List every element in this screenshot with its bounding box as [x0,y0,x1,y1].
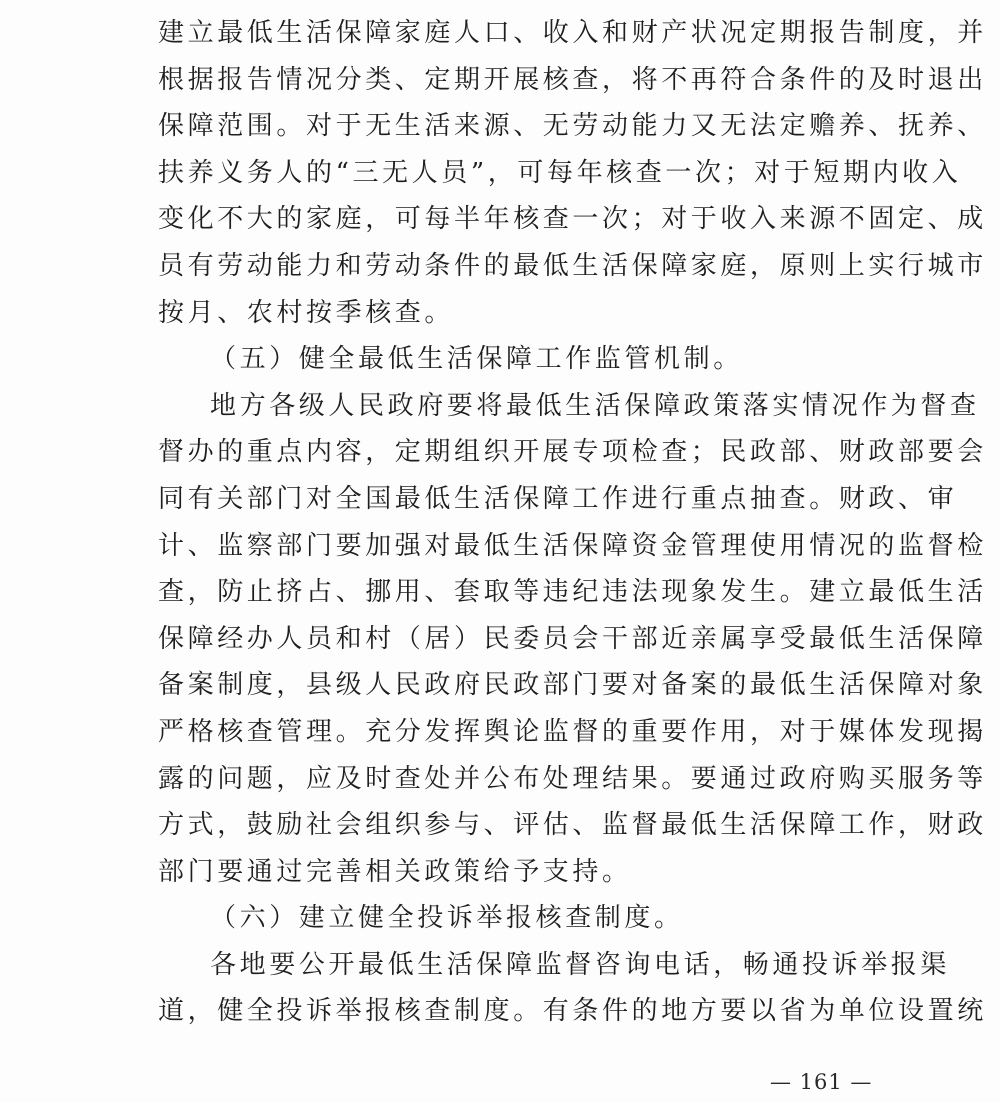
text-line: 备案制度，县级人民政府民政部门要对备案的最低生活保障对象 [158,670,987,701]
text-line: 按月、农村按季核查。 [158,297,455,328]
text-line: 员有劳动能力和劳动条件的最低生活保障家庭，原则上实行城市 [158,250,987,281]
text-line: 建立最低生活保障家庭人口、收入和财产状况定期报告制度，并 [158,18,987,48]
text-line: 地方各级人民政府要将最低生活保障政策落实情况作为督查 [210,390,980,421]
text-line: 露的问题，应及时查处并公布处理结果。要通过政府购买服务等 [158,763,987,794]
text-line: 扶养义务人的“三无人员”，可每年核查一次；对于短期内收入 [158,157,962,188]
text-line: 变化不大的家庭，可每半年核查一次；对于收入来源不固定、成 [158,204,987,235]
text-line: 同有关部门对全国最低生活保障工作进行重点抽查。财政、审 [158,483,958,514]
text-line: 道，健全投诉举报核查制度。有条件的地方要以省为单位设置统 [158,996,987,1027]
section-heading: （五）健全最低生活保障工作监管机制。 [210,344,743,375]
text-line: 保障经办人员和村（居）民委员会干部近亲属享受最低生活保障 [158,623,987,654]
text-line: 根据报告情况分类、定期开展核查，将不再符合条件的及时退出 [158,64,987,95]
text-line: 部门要通过完善相关政策给予支持。 [158,856,632,887]
text-line: 各地要公开最低生活保障监督咨询电话，畅通投诉举报渠 [210,949,951,980]
body-text [158,10,987,1035]
text-line: 保障范围。对于无生活来源、无劳动能力又无法定赡养、抚养、 [158,111,987,142]
text-line: 督办的重点内容，定期组织开展专项检查；民政部、财政部要会 [158,437,987,468]
text-line: 查，防止挤占、挪用、套取等违纪违法现象发生。建立最低生活 [158,577,987,608]
page-number: — 161 — [770,1070,873,1094]
text-line: 严格核查管理。充分发挥舆论监督的重要作用，对于媒体发现揭 [158,716,987,747]
text-line: 方式，鼓励社会组织参与、评估、监督最低生活保障工作，财政 [158,810,987,841]
text-line: 计、监察部门要加强对最低生活保障资金管理使用情况的监督检 [158,530,987,561]
section-heading: （六）建立健全投诉举报核查制度。 [210,903,684,934]
